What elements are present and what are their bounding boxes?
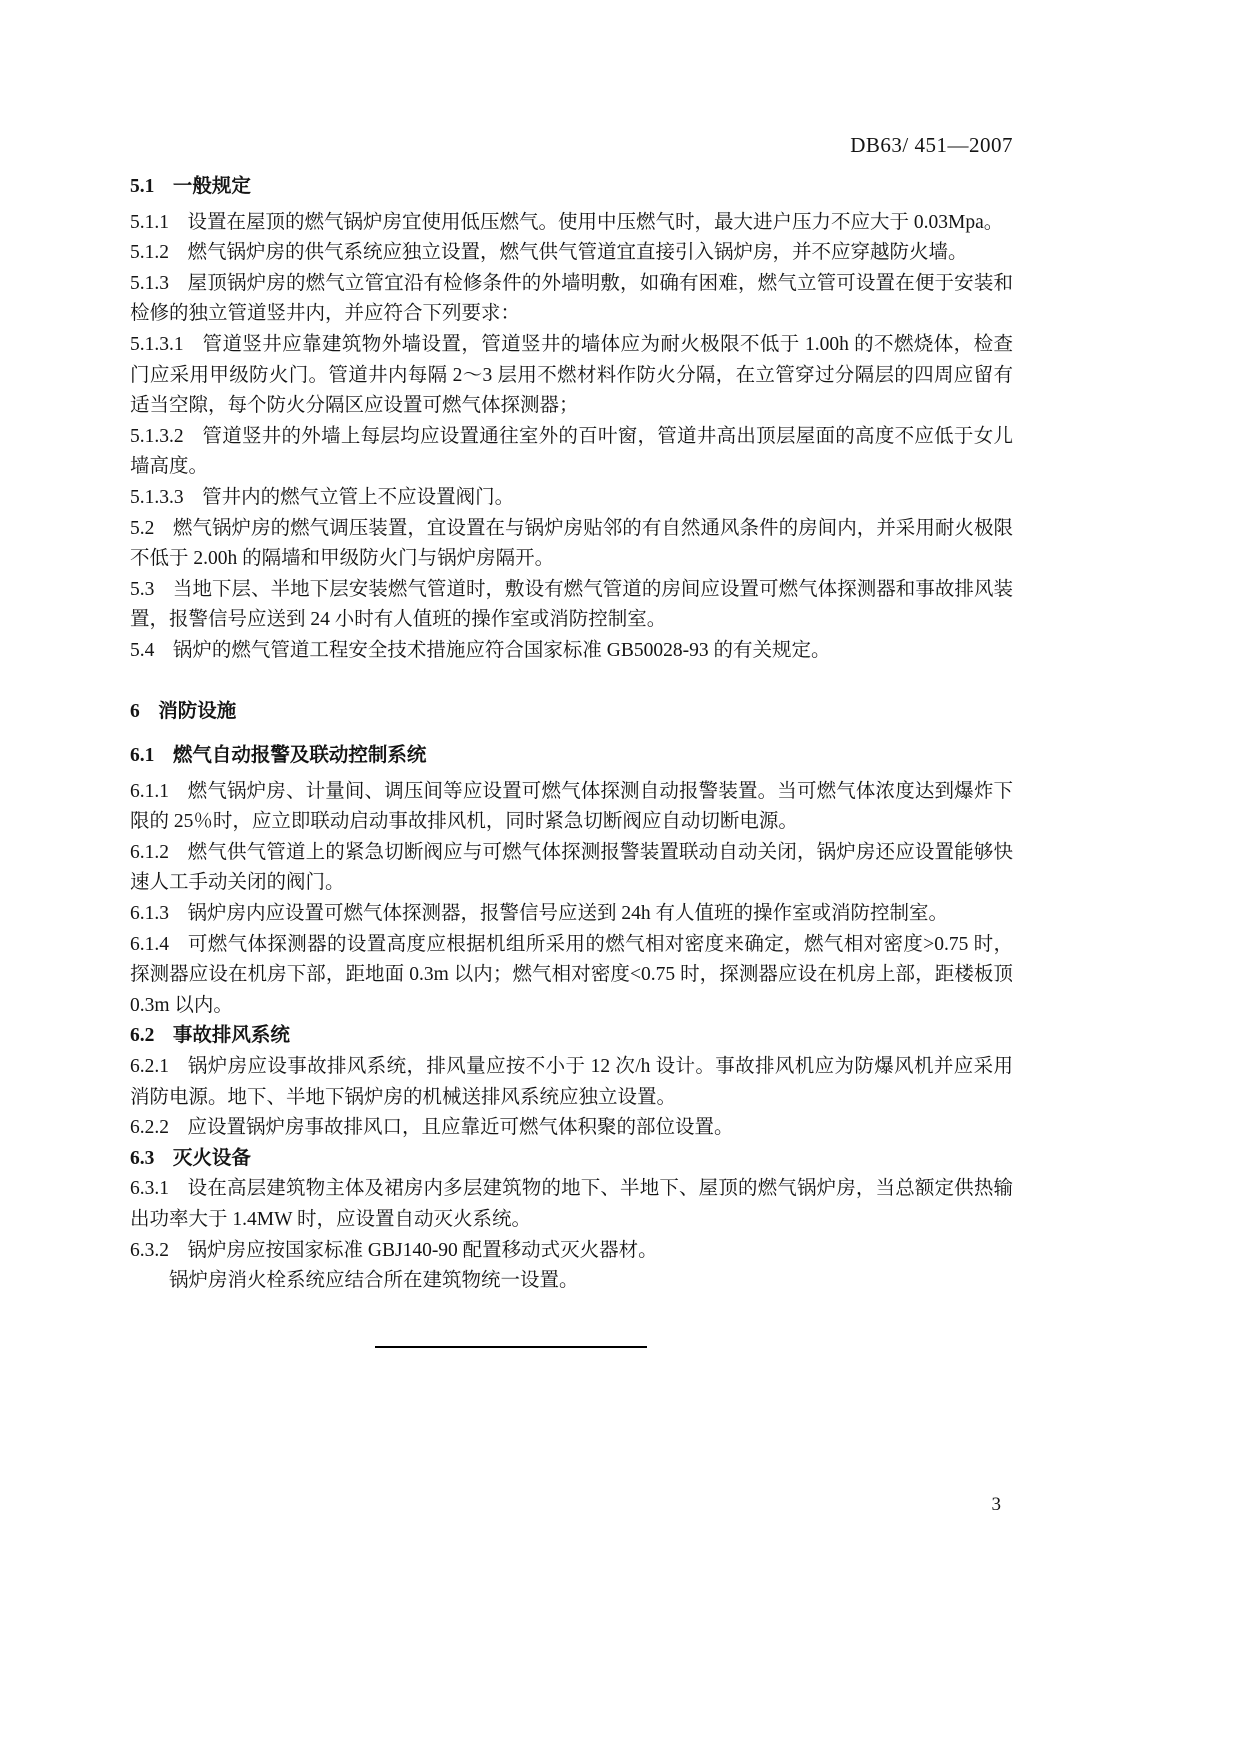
clause-text: 管道竖井应靠建筑物外墙设置，管道竖井的墙体应为耐火极限不低于 1.00h 的不燃烧体，检查门应采用甲级防火门。管道井内每隔 2～3 层用不燃材料作防火分隔，在立管穿过分隔层的四周应留有适当空隙，每个防火分隔区应设置可燃气体探测器；	[130, 333, 1013, 417]
clause-number: 5.2	[130, 517, 155, 539]
clause-paragraph	[130, 1113, 1013, 1144]
page-number: 3	[991, 1494, 1001, 1515]
clause-number: 6.3	[130, 1147, 155, 1169]
clause-paragraph	[130, 1052, 1013, 1113]
clause-text: 燃气自动报警及联动控制系统	[172, 745, 427, 767]
clause-text: 燃气供气管道上的紧急切断阀应与可燃气体探测报警装置联动自动关闭，锅炉房还应设置能够快速人工手动关闭的阀门。	[130, 841, 1013, 894]
clause-number: 5.1.2	[130, 242, 169, 264]
clause-number: 6.3.2	[130, 1239, 169, 1261]
clause-number: 6.1.1	[130, 780, 169, 802]
document-body	[130, 172, 1013, 1297]
clause-paragraph	[130, 1236, 1013, 1267]
clause-number: 5.1.3	[130, 272, 169, 294]
clause-text: 燃气锅炉房的燃气调压装置，宜设置在与锅炉房贴邻的有自然通风条件的房间内，并采用耐火极限不低于 2.00h 的隔墙和甲级防火门与锅炉房隔开。	[130, 517, 1013, 570]
clause-number: 6.1.3	[130, 903, 169, 925]
clause-text: 可燃气体探测器的设置高度应根据机组所采用的燃气相对密度来确定，燃气相对密度>0.75 时，探测器应设在机房下部，距地面 0.3m 以内；燃气相对密度<0.75 时，探测器应设在机房上部，距楼板顶 0.3m 以内。	[130, 933, 1013, 1016]
chapter-heading	[130, 697, 1013, 728]
clause-text: 灭火设备	[172, 1147, 251, 1169]
clause-paragraph	[130, 838, 1013, 899]
clause-text: 设置在屋顶的燃气锅炉房宜使用低压燃气。使用中压燃气时，最大进户压力不应大于 0.03Mpa。	[187, 211, 1004, 233]
clause-paragraph	[130, 930, 1013, 1022]
clause-text: 当地下层、半地下层安装燃气管道时，敷设有燃气管道的房间应设置可燃气体探测器和事故排风装置，报警信号应送到 24 小时有人值班的操作室或消防控制室。	[130, 578, 1013, 631]
clause-number: 5.1.3.3	[130, 486, 184, 508]
clause-text: 设在高层建筑物主体及裙房内多层建筑物的地下、半地下、屋顶的燃气锅炉房，当总额定供热输出功率大于 1.4MW 时，应设置自动灭火系统。	[130, 1178, 1013, 1230]
clause-text: 燃气锅炉房的供气系统应独立设置，燃气供气管道宜直接引入锅炉房，并不应穿越防火墙。	[187, 242, 968, 264]
clause-paragraph	[130, 777, 1013, 838]
clause-text: 消防设施	[158, 700, 237, 722]
clause-number: 5.1.1	[130, 211, 169, 233]
end-of-text-divider	[375, 1346, 647, 1348]
clause-number: 6.2	[130, 1025, 155, 1047]
clause-number: 6	[130, 700, 140, 722]
clause-paragraph	[130, 575, 1013, 636]
clause-number: 6.2.1	[130, 1056, 169, 1078]
clause-paragraph	[130, 514, 1013, 575]
clause-paragraph	[130, 208, 1013, 239]
clause-paragraph	[130, 422, 1013, 483]
clause-number: 5.3	[130, 578, 155, 600]
clause-text: 锅炉房应设事故排风系统，排风量应按不小于 12 次/h 设计。事故排风机应为防爆风机并应采用消防电源。地下、半地下锅炉房的机械送排风系统应独立设置。	[130, 1056, 1013, 1108]
section-heading	[130, 741, 1013, 772]
clause-paragraph	[130, 238, 1013, 269]
clause-number: 6.2.2	[130, 1117, 169, 1139]
clause-text: 应设置锅炉房事故排风口，且应靠近可燃气体积聚的部位设置。	[187, 1117, 734, 1139]
clause-text: 事故排风系统	[172, 1025, 290, 1047]
clause-number: 6.1	[130, 745, 155, 767]
clause-text: 管井内的燃气立管上不应设置阀门。	[202, 486, 515, 508]
clause-number: 6.1.2	[130, 841, 169, 863]
clause-paragraph	[130, 330, 1013, 422]
clause-paragraph	[130, 1266, 1013, 1297]
clause-paragraph	[130, 483, 1013, 514]
clause-text: 锅炉房应按国家标准 GBJ140-90 配置移动式灭火器材。	[187, 1239, 658, 1261]
section-heading	[130, 1144, 1013, 1175]
clause-text: 管道竖井的外墙上每层均应设置通往室外的百叶窗，管道井高出顶层屋面的高度不应低于女儿墙高度。	[130, 425, 1013, 478]
section-heading	[130, 1021, 1013, 1052]
clause-number: 5.1	[130, 176, 155, 197]
doc-number-header: DB63/ 451—2007	[850, 133, 1013, 157]
clause-text: 锅炉的燃气管道工程安全技术措施应符合国家标准 GB50028-93 的有关规定。	[172, 639, 831, 661]
section-heading	[130, 172, 1013, 203]
clause-text: 一般规定	[172, 176, 251, 197]
clause-paragraph	[130, 269, 1013, 330]
clause-text: 燃气锅炉房、计量间、调压间等应设置可燃气体探测自动报警装置。当可燃气体浓度达到爆炸下限的 25％时，应立即联动启动事故排风机，同时紧急切断阀应自动切断电源。	[130, 780, 1013, 833]
clause-number: 5.4	[130, 639, 155, 661]
clause-number: 5.1.3.2	[130, 425, 184, 447]
clause-number: 5.1.3.1	[130, 333, 184, 355]
clause-text: 屋顶锅炉房的燃气立管宜沿有检修条件的外墙明敷，如确有困难，燃气立管可设置在便于安装和检修的独立管道竖井内，并应符合下列要求：	[130, 272, 1013, 325]
clause-paragraph	[130, 636, 1013, 667]
clause-text: 锅炉房消火栓系统应结合所在建筑物统一设置。	[169, 1270, 579, 1292]
clause-paragraph	[130, 1174, 1013, 1235]
clause-paragraph	[130, 899, 1013, 930]
clause-number: 6.1.4	[130, 933, 169, 955]
clause-text: 锅炉房内应设置可燃气体探测器，报警信号应送到 24h 有人值班的操作室或消防控制室。	[187, 903, 949, 925]
clause-number: 6.3.1	[130, 1178, 169, 1200]
